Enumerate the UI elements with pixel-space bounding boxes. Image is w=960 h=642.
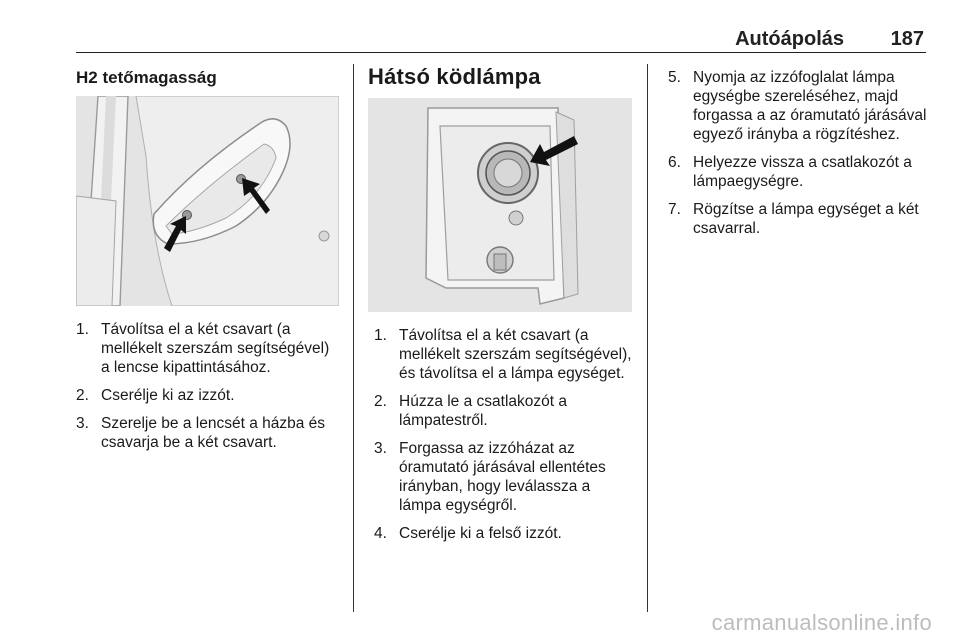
roof-light-illustration — [76, 96, 339, 306]
fog-lamp-drawing — [368, 98, 632, 312]
list-item: 2. Húzza le a csatlakozót a lámpatestről. — [374, 393, 568, 429]
list-item: 6. Helyezze vissza a csatlakozót a lámpaegységre. — [668, 154, 912, 190]
step-list-left — [76, 320, 342, 452]
list-item: 1. Távolítsa el a két csavart (a mellékelt szerszám segítségével), és távolítsa el a lámpa egységet. — [374, 327, 632, 382]
section-heading: Hátsó ködlámpa — [368, 64, 541, 89]
page-header — [76, 26, 926, 53]
column-divider-right — [647, 64, 648, 612]
list-item: 7. Rögzítse a lámpa egységet a két csavarral. — [668, 201, 919, 237]
left-steps — [76, 320, 342, 461]
watermark: carmanualsonline.info — [711, 610, 932, 635]
section-subheading: H2 tetőmagasság — [76, 68, 217, 87]
right-column — [668, 68, 930, 247]
list-item: 4. Cserélje ki a felső izzót. — [374, 525, 562, 542]
middle-steps — [374, 326, 636, 552]
chapter-title: Autóápolás — [735, 28, 844, 50]
step-list-middle — [374, 326, 636, 543]
roof-light-drawing — [76, 96, 339, 306]
list-item: 3. Szerelje be a lencsét a házba és csavarja be a két csavart. — [76, 415, 326, 451]
list-item: 1. Távolítsa el a két csavart (a mellékelt szerszám segítségével) a lencse kipattintásához. — [76, 321, 330, 376]
step-list-right — [668, 68, 930, 238]
fog-lamp-illustration — [368, 98, 632, 312]
left-column — [76, 60, 340, 88]
column-divider-left — [353, 64, 354, 612]
list-item: 5. Nyomja az izzófoglalat lámpa egységbe szereléséhez, majd forgassa a az óramutató járásával egyező irányba a rögzítéshez. — [668, 69, 927, 143]
list-item: 2. Cserélje ki az izzót. — [76, 387, 235, 404]
list-item: 3. Forgassa az izzóházat az óramutató járásával ellentétes irányban, hogy leválassza a lámpa egységről. — [374, 440, 606, 514]
page-number: 187 — [890, 28, 924, 50]
middle-column — [368, 60, 634, 90]
